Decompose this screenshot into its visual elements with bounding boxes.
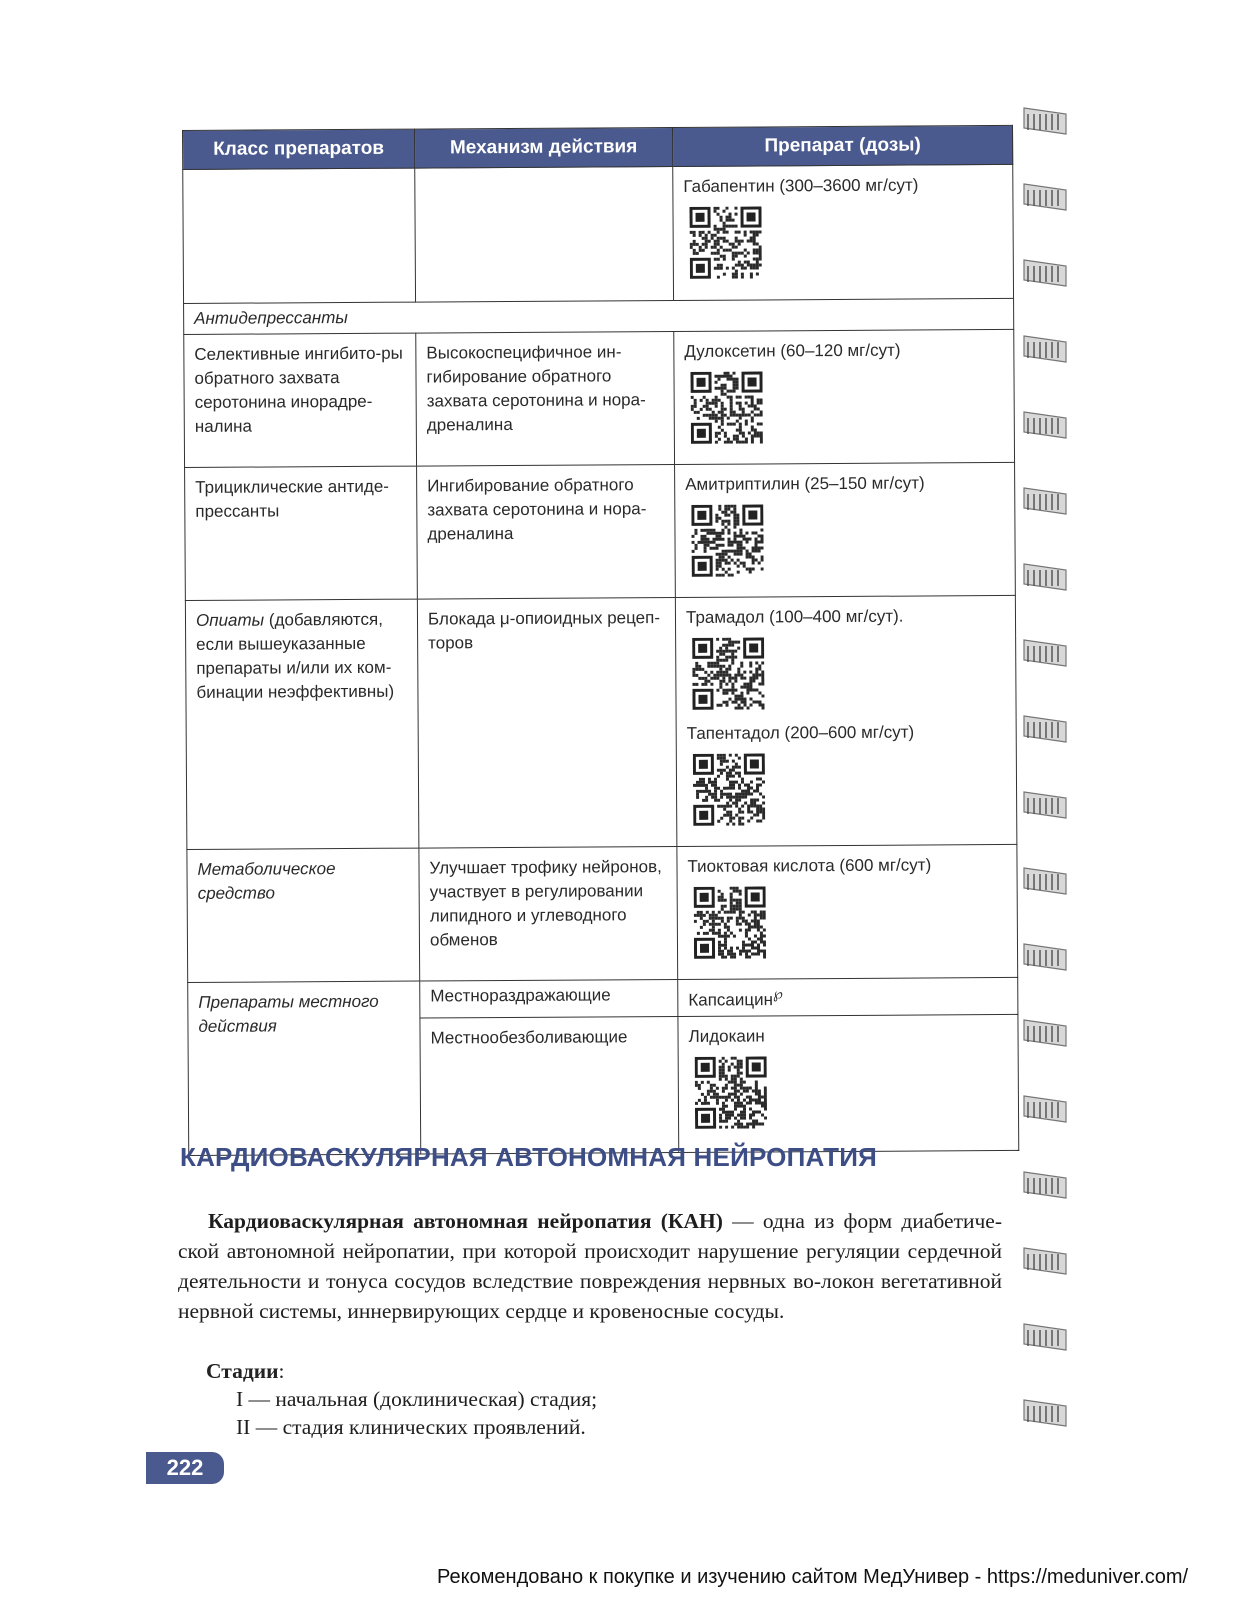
table-row: [185, 595, 1017, 849]
cell-mechanism: Высокоспецифичное ин-гибирование обратного захвата серотонина и нора-дреналина: [416, 331, 675, 466]
class-opioids-note: (добавляются, если вышеуказанные препараты и/или их ком-бинации неэффективны): [196, 609, 395, 702]
cell-mechanism: [415, 167, 674, 303]
binding-ring: [1024, 868, 1066, 894]
stages-label-text: Стадии: [206, 1359, 279, 1383]
binding-ring: [1024, 716, 1066, 742]
binding-ring: [1024, 1324, 1066, 1350]
binding-ring: [1024, 412, 1066, 438]
header-class: Класс препаратов: [183, 129, 415, 169]
cell-class: Трициклические антиде-прессанты: [185, 466, 418, 600]
binding-ring: [1024, 184, 1066, 210]
cell-mechanism: Местнораздражающие: [420, 979, 678, 1017]
table-header-row: [183, 125, 1013, 169]
spiral-binding: [1022, 100, 1072, 1480]
cell-drug: [674, 329, 1015, 464]
stages-label: [206, 1356, 284, 1386]
table-row: [188, 977, 1018, 1019]
qr-code-icon[interactable]: [691, 504, 763, 576]
drug-name: Капсаицин: [688, 990, 774, 1010]
binding-ring: [1024, 1096, 1066, 1122]
drug-name: Дулоксетин (60–120 мг/сут): [684, 340, 901, 361]
group-antidepressants: Антидепрессанты: [184, 298, 1014, 334]
class-opioids-italic: Опиаты: [195, 610, 265, 630]
binding-ring: [1024, 1400, 1066, 1426]
stage-item: I — начальная (доклиническая) стадия;: [236, 1387, 598, 1411]
drug-name: Тапентадол (200–600 мг/сут): [686, 722, 915, 743]
binding-ring: [1024, 1248, 1066, 1274]
qr-code-icon[interactable]: [693, 753, 765, 825]
binding-ring: [1024, 944, 1066, 970]
cell-drug: [678, 1014, 1019, 1152]
table-row: [184, 329, 1015, 467]
cell-class: Препараты местного действия: [188, 981, 421, 1155]
qr-code-icon[interactable]: [692, 637, 764, 709]
stages-colon: :: [278, 1359, 285, 1383]
header-drug: Препарат (дозы): [672, 125, 1012, 166]
drug-mark: ℘: [772, 986, 783, 1003]
table-row: [187, 844, 1018, 982]
qr-code-icon[interactable]: [690, 371, 762, 443]
section-title: КАРДИОВАСКУЛЯРНАЯ АВТОНОМНАЯ НЕЙРОПАТИЯ: [180, 1142, 878, 1172]
header-mechanism: Механизм действия: [414, 128, 672, 169]
drug-name: Амитриптилин (25–150 мг/сут): [685, 473, 925, 494]
cell-class: [185, 599, 419, 849]
qr-code-icon[interactable]: [694, 886, 766, 958]
cell-drug: [678, 977, 1018, 1016]
binding-ring: [1024, 260, 1066, 286]
drug-name: Габапентин (300–3600 мг/сут): [683, 175, 919, 196]
cell-mechanism: Улучшает трофику нейронов, участвует в регулировании липидного и углеводного обменов: [419, 846, 678, 981]
drug-name: Тиоктовая кислота (600 мг/сут): [687, 855, 932, 876]
cell-class: [183, 168, 416, 303]
binding-ring: [1024, 488, 1066, 514]
cell-mechanism: Блокада μ-опиоидных рецеп-торов: [417, 597, 677, 848]
page-number: 222: [146, 1452, 224, 1484]
table-group-row: [184, 298, 1014, 334]
table-row: [185, 462, 1016, 600]
drug-name: Лидокаин: [688, 1026, 765, 1046]
cell-drug: [677, 844, 1018, 979]
stage-item: II — стадия клинических проявлений.: [236, 1415, 586, 1439]
binding-ring: [1024, 1172, 1066, 1198]
drug-name: Трамадол (100–400 мг/сут).: [685, 606, 904, 627]
cell-class: Селективные ингибито-ры обратного захвата серотонина инорадре-налина: [184, 333, 417, 467]
drug-table: [182, 125, 1019, 1156]
table-row: [183, 164, 1014, 303]
binding-ring: [1024, 792, 1066, 818]
definition-paragraph: [178, 1206, 1002, 1326]
cell-drug: [675, 595, 1017, 846]
qr-code-icon[interactable]: [695, 1056, 767, 1128]
definition-text: — одна из форм диабетиче-ской автономной нейропатии, при которой происходит нарушение регуляции сердечной деятельности и тонуса сосудов вследствие повреждения нервных во-локон вегетативной нервной системы, иннервирующих сердце и кровеносные сосуды.: [178, 1209, 1002, 1323]
binding-ring: [1024, 1020, 1066, 1046]
cell-drug: [675, 462, 1016, 597]
binding-ring: [1024, 336, 1066, 362]
binding-ring: [1024, 640, 1066, 666]
binding-ring: [1024, 564, 1066, 590]
footer-note: Рекомендовано к покупке и изучению сайтом МедУнивер - https://meduniver.com/: [437, 1566, 1189, 1588]
term: Кардиоваскулярная автономная нейропатия (КАН): [208, 1209, 723, 1233]
cell-drug: [673, 164, 1014, 300]
cell-class: Метаболическое средство: [187, 848, 420, 982]
cell-mechanism: Ингибирование обратного захвата серотонина и нора-дреналина: [417, 464, 676, 599]
cell-mechanism: Местнообезболивающие: [420, 1016, 679, 1154]
binding-ring: [1024, 108, 1066, 134]
qr-code-icon[interactable]: [689, 206, 761, 278]
